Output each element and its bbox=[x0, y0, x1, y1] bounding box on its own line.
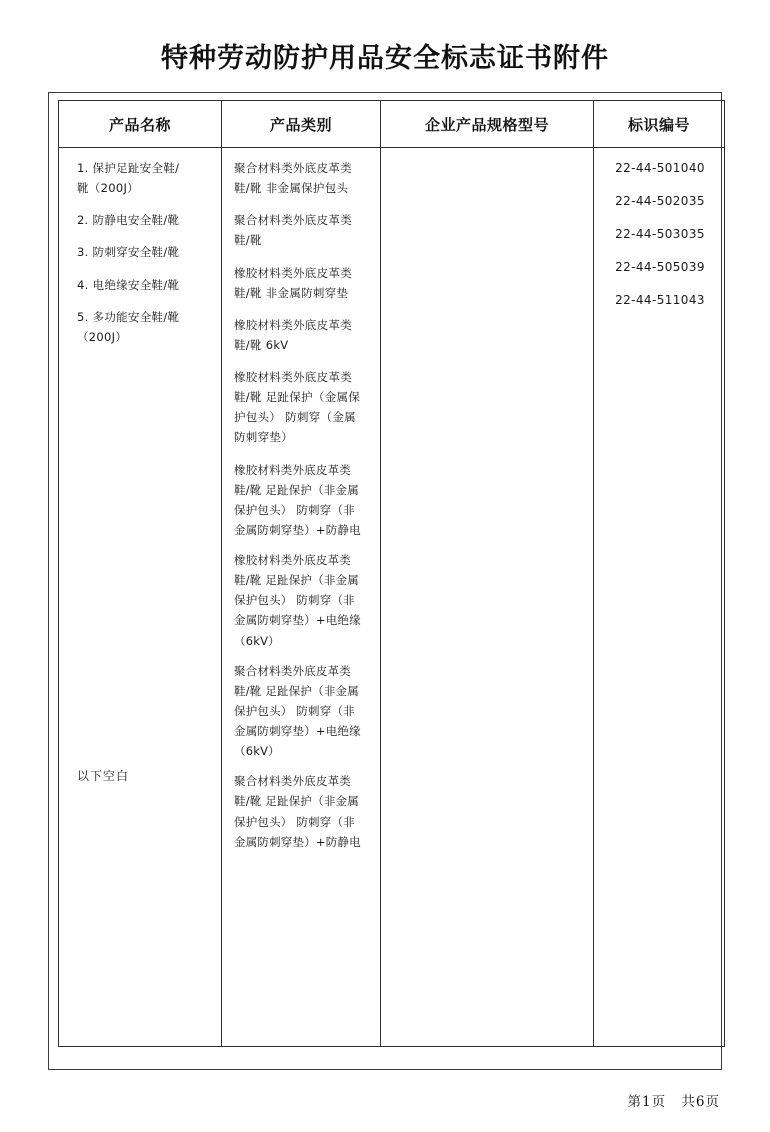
spec-line: 鞋/靴 足趾保护（非金属 bbox=[234, 794, 359, 809]
spec-line: 鞋/靴 足趾保护（非金属 bbox=[234, 573, 359, 588]
category-line: 护包头） 防刺穿（金属 bbox=[234, 410, 356, 425]
list-item bbox=[67, 242, 215, 262]
category-line: 鞋/靴 足趾保护（金属保 bbox=[234, 390, 361, 405]
category-line: 防刺穿垫） bbox=[234, 430, 293, 445]
category-line: 聚合材料类外底皮革类 bbox=[234, 161, 352, 175]
spec-group bbox=[230, 661, 374, 762]
spec-group bbox=[230, 460, 374, 541]
list-item: 22-44-501040 bbox=[615, 161, 705, 175]
category-line: 鞋/靴 非金属防刺穿垫 bbox=[234, 285, 349, 300]
spec-line: 橡胶材料类外底皮革类 bbox=[234, 553, 351, 567]
spec-line: 保护包头） 防刺穿（非 bbox=[234, 814, 355, 829]
list-item bbox=[230, 210, 374, 250]
category-line: 橡胶材料类外底皮革类 bbox=[234, 317, 352, 332]
list-item bbox=[67, 210, 215, 230]
category-line: 鞋/靴 非金属保护包头 bbox=[234, 181, 349, 196]
table-head bbox=[59, 101, 725, 148]
spec-line: 保护包头） 防刺穿（非 bbox=[234, 593, 355, 608]
spec-line: 橡胶材料类外底皮革类 bbox=[234, 462, 351, 477]
cell-product-specs bbox=[381, 148, 594, 1047]
blank-space-note: 以下空白 bbox=[77, 769, 130, 783]
list-item: 22-44-505039 bbox=[615, 260, 705, 274]
spec-line: 保护包头） 防刺穿（非 bbox=[234, 502, 355, 517]
table-header-row bbox=[59, 101, 725, 148]
table-row bbox=[59, 148, 725, 1047]
product-name-line1: 3. 防刺穿安全鞋/靴 bbox=[77, 245, 180, 260]
list-item bbox=[67, 158, 215, 198]
spec-group bbox=[230, 771, 374, 852]
category-line: 鞋/靴 6kV bbox=[234, 337, 289, 352]
spec-line: 鞋/靴 足趾保护（非金属 bbox=[234, 482, 359, 497]
product-name-line1: 1. 保护足趾安全鞋/ bbox=[77, 161, 180, 175]
category-line: 鞋/靴 bbox=[234, 233, 262, 248]
spec-line: 鞋/靴 足趾保护（非金属 bbox=[234, 683, 359, 698]
product-name-line2: （200J） bbox=[77, 329, 128, 344]
product-name-line1: 5. 多功能安全鞋/靴 bbox=[77, 309, 180, 324]
category-line: 橡胶材料类外底皮革类 bbox=[234, 370, 352, 384]
spec-line: （6kV） bbox=[234, 744, 280, 759]
attachment-table-wrapper bbox=[58, 100, 712, 1047]
spec-line: 保护包头） 防刺穿（非 bbox=[234, 703, 355, 718]
list-item bbox=[230, 158, 374, 198]
column-header-product-category: 产品类别 bbox=[222, 101, 381, 148]
page-footer bbox=[618, 1090, 720, 1110]
attachment-table bbox=[58, 100, 725, 1047]
spec-group bbox=[230, 550, 374, 651]
product-name-line1: 2. 防静电安全鞋/靴 bbox=[77, 213, 180, 228]
footer-current-page: 第1页 bbox=[627, 1094, 667, 1110]
list-item bbox=[67, 275, 215, 295]
spec-line: （6kV） bbox=[234, 633, 280, 648]
spec-line: 金属防刺穿垫）+电绝缘 bbox=[234, 724, 361, 738]
page-title: 特种劳动防护用品安全标志证书附件 bbox=[161, 43, 609, 74]
list-item: 22-44-503035 bbox=[615, 227, 705, 241]
table-body bbox=[59, 148, 725, 1047]
product-name-line2: 靴（200J） bbox=[77, 181, 139, 196]
list-item: 22-44-511043 bbox=[615, 293, 705, 307]
spec-line: 金属防刺穿垫）+防静电 bbox=[234, 522, 361, 537]
column-header-product-name: 产品名称 bbox=[59, 101, 222, 148]
list-item bbox=[67, 307, 215, 347]
category-line: 聚合材料类外底皮革类 bbox=[234, 213, 352, 228]
spec-line: 金属防刺穿垫）+防静电 bbox=[234, 834, 361, 849]
footer-total-pages: 共6页 bbox=[681, 1094, 720, 1110]
column-header-product-spec: 企业产品规格型号 bbox=[381, 101, 594, 148]
category-line: 橡胶材料类外底皮革类 bbox=[234, 265, 352, 280]
spec-line: 聚合材料类外底皮革类 bbox=[234, 774, 351, 789]
cell-product-names bbox=[59, 148, 222, 1047]
list-item bbox=[230, 315, 374, 355]
cell-product-categories bbox=[222, 148, 381, 1047]
column-header-identification-number: 标识编号 bbox=[594, 101, 725, 148]
cell-identification-numbers bbox=[594, 148, 725, 1047]
spec-line: 金属防刺穿垫）+电绝缘 bbox=[234, 613, 361, 628]
product-name-line1: 4. 电绝缘安全鞋/靴 bbox=[77, 277, 180, 292]
list-item bbox=[230, 367, 374, 448]
list-item: 22-44-502035 bbox=[615, 194, 705, 208]
spec-line: 聚合材料类外底皮革类 bbox=[234, 663, 351, 678]
list-item bbox=[230, 263, 374, 303]
